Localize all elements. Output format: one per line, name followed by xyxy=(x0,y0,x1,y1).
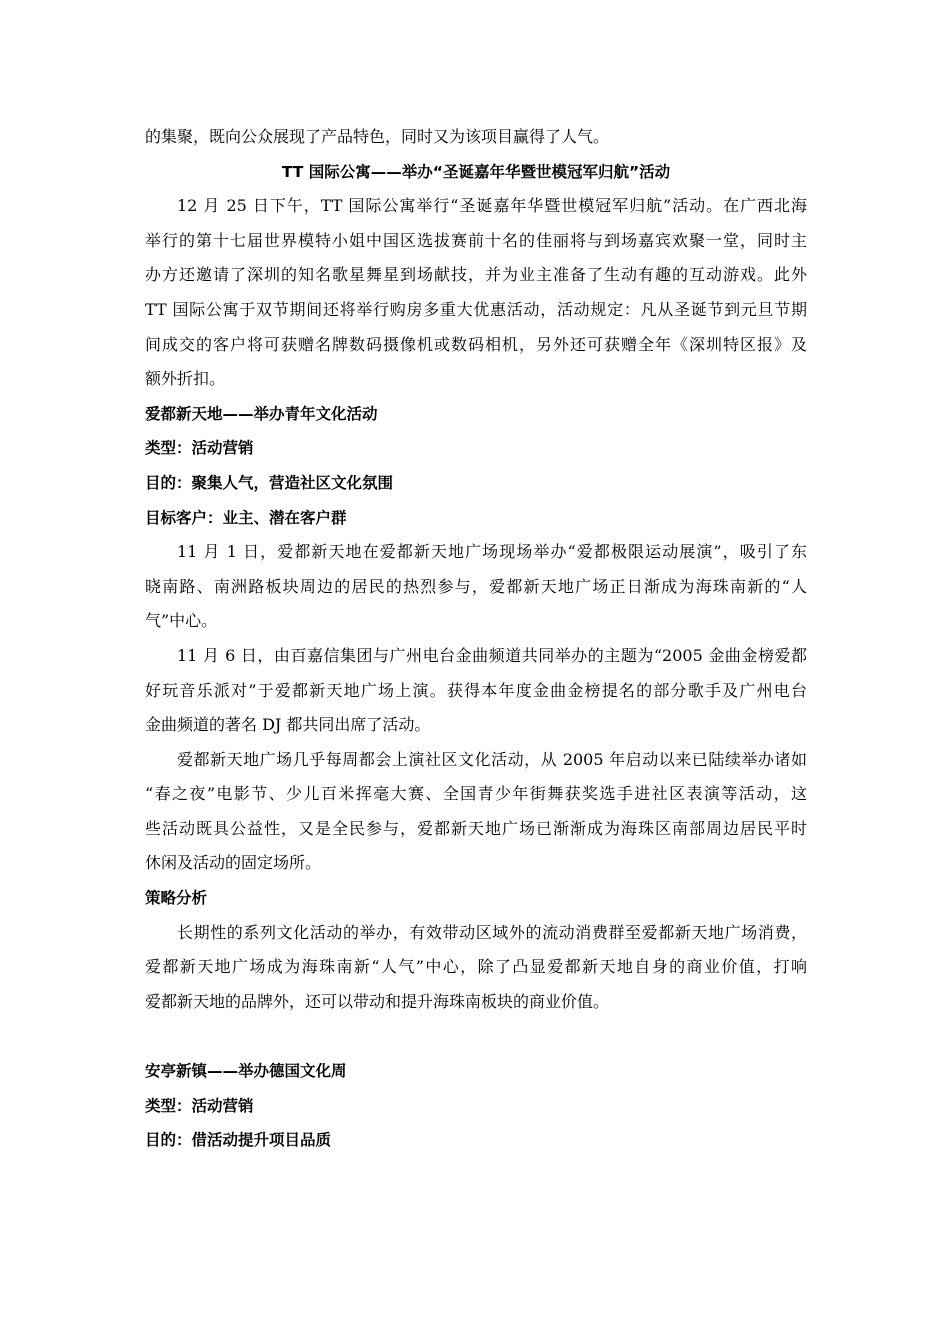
paragraph-aidu-3 xyxy=(145,743,807,881)
paragraph-line: 些活动既具公益性，又是全民参与，爱都新天地广场已渐渐成为海珠区南部周边居民平时 xyxy=(145,818,807,838)
paragraph-tt xyxy=(145,189,807,397)
section-heading-anting: 安亭新镇——举办德国文化周 xyxy=(145,1062,347,1081)
section-heading-tt: TT 国际公寓——举办“圣诞嘉年华暨世模冠军归航”活动 xyxy=(281,162,671,181)
paragraph-line: 休闲及活动的固定场所。 xyxy=(145,853,322,873)
paragraph-line: 爱都新天地广场成为海珠南新“人气”中心，除了凸显爱都新天地自身的商业价值，打响 xyxy=(145,957,807,977)
paragraph-aidu-1 xyxy=(145,535,807,639)
paragraph-line: 办方还邀请了深圳的知名歌星舞星到场献技，并为业主准备了生动有趣的互动游戏。此外 xyxy=(145,265,807,285)
paragraph-line: 爱都新天地广场几乎每周都会上演社区文化活动，从 2005 年启动以来已陆续举办诸如 xyxy=(177,749,807,769)
type-line-aidu: 类型：活动营销 xyxy=(145,439,254,458)
paragraph-line: 好玩音乐派对”于爱都新天地广场上演。获得本年度金曲金榜提名的部分歌手及广州电台 xyxy=(145,680,807,700)
paragraph-line: 11 月 1 日，爱都新天地在爱都新天地广场现场举办“爱都极限运动展演”，吸引了东 xyxy=(177,542,807,562)
paragraph-line: 金曲频道的著名 DJ 都共同出席了活动。 xyxy=(145,715,431,735)
document-page xyxy=(145,120,807,1158)
paragraph-strategy xyxy=(145,916,807,1020)
paragraph-line: 12 月 25 日下午，TT 国际公寓举行“圣诞嘉年华暨世模冠军归航”活动。在广西北海 xyxy=(177,196,807,216)
paragraph-line: TT 国际公寓于双节期间还将举行购房多重大优惠活动，活动规定：凡从圣诞节到元旦节期 xyxy=(145,299,807,319)
section-heading-aidu: 爱都新天地——举办青年文化活动 xyxy=(145,404,378,423)
paragraph-line: “春之夜”电影节、少儿百米挥毫大赛、全国青少年街舞获奖选手进社区表演等活动，这 xyxy=(145,784,807,804)
paragraph-line: 晓南路、南洲路板块周边的居民的热烈参与，爱都新天地广场正日渐成为海珠南新的“人 xyxy=(145,576,807,596)
paragraph-line: 长期性的系列文化活动的举办，有效带动区域外的流动消费群至爱都新天地广场消费， xyxy=(177,922,807,942)
paragraph-aidu-2 xyxy=(145,639,807,743)
goal-line-anting: 目的：借活动提升项目品质 xyxy=(145,1131,332,1150)
paragraph-line: 爱都新天地的品牌外，还可以带动和提升海珠南板块的商业价值。 xyxy=(145,991,610,1011)
blank-line xyxy=(145,1019,807,1054)
strategy-heading: 策略分析 xyxy=(145,889,208,908)
paragraph-line: 额外折扣。 xyxy=(145,369,226,389)
type-line-anting: 类型：活动营销 xyxy=(145,1096,254,1115)
paragraph-line: 间成交的客户将可获赠名牌数码摄像机或数码相机，另外还可获赠全年《深圳特区报》及 xyxy=(145,334,807,354)
intro-tail-line: 的集聚，既向公众展现了产品特色，同时又为该项目赢得了人气。 xyxy=(145,127,610,146)
paragraph-line: 11 月 6 日，由百嘉信集团与广州电台金曲频道共同举办的主题为“2005 金曲金榜爱都 xyxy=(177,645,807,665)
paragraph-line: 气”中心。 xyxy=(145,611,218,631)
target-line-aidu: 目标客户：业主、潜在客户群 xyxy=(145,508,347,527)
goal-line-aidu: 目的：聚集人气，营造社区文化氛围 xyxy=(145,473,394,492)
paragraph-line: 举行的第十七届世界模特小姐中国区选拔赛前十名的佳丽将与到场嘉宾欢聚一堂，同时主 xyxy=(145,230,807,250)
